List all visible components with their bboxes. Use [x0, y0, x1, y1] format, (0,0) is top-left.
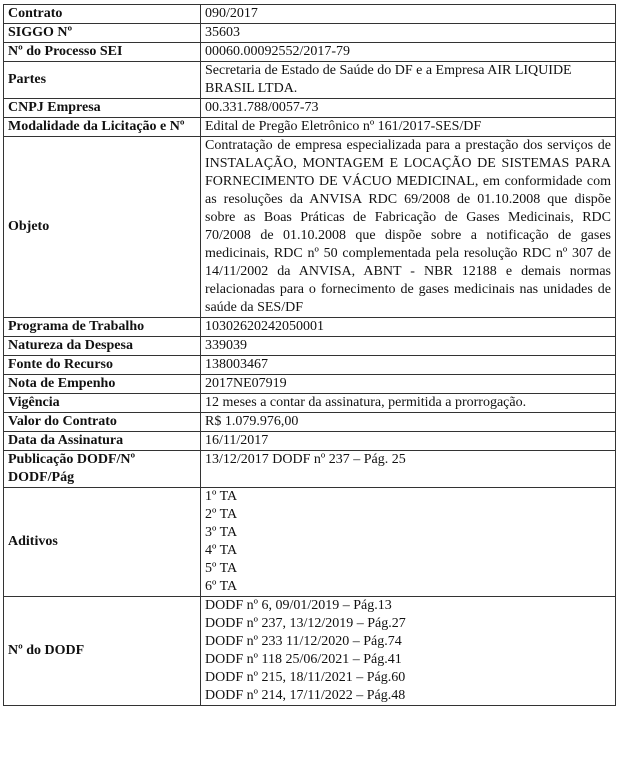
value-vigencia: 12 meses a contar da assinatura, permitida a prorrogação. — [201, 394, 616, 413]
value-valor: R$ 1.079.976,00 — [201, 413, 616, 432]
value-processo: 00060.00092552/2017-79 — [201, 43, 616, 62]
label-valor: Valor do Contrato — [4, 413, 201, 432]
value-publicacao: 13/12/2017 DODF nº 237 – Pág. 25 — [201, 451, 616, 488]
dodf-item: DODF nº 118 25/06/2021 – Pág.41 — [205, 652, 402, 667]
label-modalidade: Modalidade da Licitação e Nº — [4, 118, 201, 137]
dodf-item: DODF nº 6, 09/01/2019 – Pág.13 — [205, 598, 392, 613]
value-siggo: 35603 — [201, 24, 616, 43]
label-fonte: Fonte do Recurso — [4, 356, 201, 375]
dodf-item: DODF nº 233 11/12/2020 – Pág.74 — [205, 634, 402, 649]
row-contrato — [4, 5, 616, 24]
row-processo — [4, 43, 616, 62]
dodf-item: DODF nº 214, 17/11/2022 – Pág.48 — [205, 688, 406, 703]
aditivo-item: 6º TA — [205, 579, 238, 594]
label-processo: Nº do Processo SEI — [4, 43, 201, 62]
label-aditivos: Aditivos — [4, 488, 201, 597]
row-partes — [4, 62, 616, 99]
row-vigencia — [4, 394, 616, 413]
label-cnpj: CNPJ Empresa — [4, 99, 201, 118]
row-valor — [4, 413, 616, 432]
label-vigencia: Vigência — [4, 394, 201, 413]
row-publicacao — [4, 451, 616, 488]
value-partes: Secretaria de Estado de Saúde do DF e a Empresa AIR LIQUIDE BRASIL LTDA. — [201, 62, 616, 99]
row-objeto — [4, 137, 616, 318]
dodf-item: DODF nº 215, 18/11/2021 – Pág.60 — [205, 670, 406, 685]
value-natureza: 339039 — [201, 337, 616, 356]
value-contrato: 090/2017 — [201, 5, 616, 24]
value-assinatura: 16/11/2017 — [201, 432, 616, 451]
label-siggo: SIGGO Nº — [4, 24, 201, 43]
row-programa — [4, 318, 616, 337]
aditivo-item: 3º TA — [205, 525, 238, 540]
value-cnpj: 00.331.788/0057-73 — [201, 99, 616, 118]
value-objeto: Contratação de empresa especializada para a prestação dos serviços de INSTALAÇÃO, MONTAGEM E LOCAÇÃO DE SISTEMAS PARA FORNECIMENTO DE VÁCUO MEDICINAL, em conformidade com as resoluções da ANVISA RDC 69/2008 de 01.10.2008 que dispõe sobre as Boas Práticas de Fabricação de Gases Medicinais, RDC 70/2008 de 01.10.2008 que dispõe sobre a notificação de gases medicinais, RDC nº 50 complementada pela resolução RDC nº 307 de 14/11/2002 da ANVISA, ABNT - NBR 12188 e demais normas relacionadas para o fornecimento de gases medicinais nas unidades de saúde da SES/DF — [201, 137, 616, 318]
row-dodf — [4, 597, 616, 706]
row-empenho — [4, 375, 616, 394]
value-empenho: 2017NE07919 — [201, 375, 616, 394]
value-dodf — [201, 597, 616, 706]
value-aditivos — [201, 488, 616, 597]
label-objeto: Objeto — [4, 137, 201, 318]
contract-table — [3, 4, 616, 706]
row-modalidade — [4, 118, 616, 137]
label-partes: Partes — [4, 62, 201, 99]
value-modalidade: Edital de Pregão Eletrônico nº 161/2017-SES/DF — [201, 118, 616, 137]
row-fonte — [4, 356, 616, 375]
value-fonte: 138003467 — [201, 356, 616, 375]
row-natureza — [4, 337, 616, 356]
label-natureza: Natureza da Despesa — [4, 337, 201, 356]
row-aditivos — [4, 488, 616, 597]
value-programa: 10302620242050001 — [201, 318, 616, 337]
aditivo-item: 1º TA — [205, 489, 238, 504]
row-siggo — [4, 24, 616, 43]
label-programa: Programa de Trabalho — [4, 318, 201, 337]
row-assinatura — [4, 432, 616, 451]
aditivo-item: 5º TA — [205, 561, 238, 576]
dodf-item: DODF nº 237, 13/12/2019 – Pág.27 — [205, 616, 406, 631]
row-cnpj — [4, 99, 616, 118]
aditivo-item: 2º TA — [205, 507, 238, 522]
label-assinatura: Data da Assinatura — [4, 432, 201, 451]
label-publicacao: Publicação DODF/Nº DODF/Pág — [4, 451, 201, 488]
label-contrato: Contrato — [4, 5, 201, 24]
label-dodf: Nº do DODF — [4, 597, 201, 706]
aditivo-item: 4º TA — [205, 543, 238, 558]
label-empenho: Nota de Empenho — [4, 375, 201, 394]
